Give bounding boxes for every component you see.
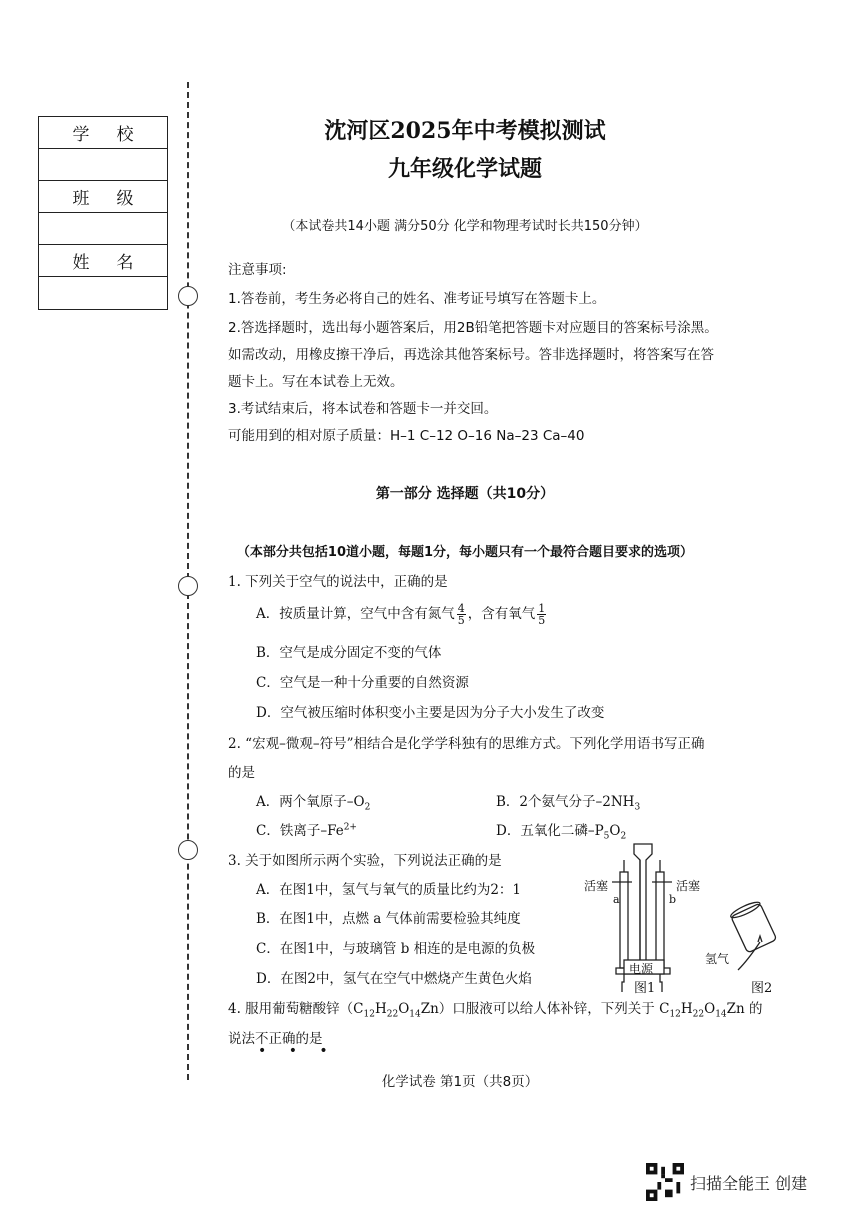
exam-info: （本试卷共14小题 满分50分 化学和物理考试时长共150分钟） — [282, 219, 648, 234]
qr-code-icon — [646, 1163, 684, 1201]
q3-option-d: D．在图2中，氢气在空气中燃烧产生黄色火焰 — [256, 971, 532, 987]
page-footer: 化学试卷 第1页（共8页） — [381, 1074, 539, 1090]
q1-a-mid: ，含有氧气 — [467, 606, 536, 622]
subscript: 3 — [634, 802, 641, 813]
notice-item-2a: 2.答选择题时，选出每小题答案后，用2B铅笔把答题卡对应题目的答案标号涂黑。 — [228, 320, 718, 336]
subscript: 14 — [715, 1009, 727, 1020]
subscript: 22 — [692, 1009, 705, 1020]
hydrogen-label: 氢气 — [705, 952, 730, 966]
q4-text-2: Zn）口服液可以给人体补锌，下列关于 C — [420, 1001, 670, 1017]
school-char-2: 校 — [116, 125, 134, 145]
fraction — [537, 603, 546, 626]
exam-title: 沈河区2025年中考模拟测试 — [324, 118, 606, 144]
binding-hole — [178, 286, 198, 306]
atomic-mass-line: 可能用到的相对原子质量：H–1 C–12 O–16 Na–23 Ca–40 — [228, 428, 585, 444]
valve-label-left: 活塞 — [584, 879, 609, 893]
subscript: 2 — [620, 831, 627, 842]
q1-option-b: B．空气是成分固定不变的气体 — [256, 645, 442, 661]
q1-option-a — [256, 602, 548, 626]
q1-option-c: C．空气是一种十分重要的自然资源 — [256, 675, 469, 691]
q2-c-text: C．铁离子–Fe — [256, 823, 344, 839]
q4-text-1: 4. 服用葡萄糖酸锌（C — [228, 1001, 364, 1017]
notice-item-2c: 题卡上。写在本试卷上无效。 — [228, 374, 404, 390]
notice-item-3: 3.考试结束后，将本试卷和答题卡一并交回。 — [228, 401, 498, 417]
q2-d-text: D．五氧化二磷–P — [496, 823, 604, 839]
q4-text-3: Zn 的 — [726, 1001, 763, 1017]
q2-stem-2: 的是 — [228, 765, 255, 781]
q2-b-text: B．2个氨气分子–2NH — [496, 794, 635, 810]
name-blank — [39, 277, 167, 309]
q4-stem-1 — [228, 997, 763, 1020]
q3-option-b: B．在图1中，点燃 a 气体前需要检验其纯度 — [256, 911, 521, 927]
notice-item-2b: 如需改动，用橡皮擦干净后，再选涂其他答案标号。答非选择题时，将答案写在答 — [228, 347, 714, 363]
q1-option-d: D．空气被压缩时体积变小主要是因为分子大小发生了改变 — [256, 705, 605, 721]
q1-a-text: A．按质量计算，空气中含有氮气 — [256, 606, 455, 622]
tube-label-a: a — [613, 893, 620, 906]
fig2-caption: 图2 — [751, 981, 773, 996]
q2-stem-1: 2. “宏观–微观–符号”相结合是化学学科独有的思维方式。下列化学用语书写正确 — [228, 736, 705, 752]
subscript: 14 — [409, 1009, 421, 1020]
q3-option-c: C．在图1中，与玻璃管 b 相连的是电源的负极 — [256, 941, 536, 957]
subscript: 5 — [603, 831, 610, 842]
formula-h: H — [374, 1001, 387, 1017]
frac-num: 4 — [457, 602, 465, 615]
name-char-1: 姓 — [72, 253, 90, 273]
student-info-table — [38, 116, 168, 310]
class-char-1: 班 — [72, 189, 90, 209]
name-char-2: 名 — [116, 253, 134, 273]
formula-h: H — [680, 1001, 693, 1017]
fraction — [457, 603, 466, 626]
formula-o: O — [398, 1001, 410, 1017]
tube-label-b: b — [669, 893, 677, 906]
subscript: 2 — [364, 802, 371, 813]
exam-subtitle: 九年级化学试题 — [387, 156, 542, 182]
q1-stem: 1. 下列关于空气的说法中，正确的是 — [228, 574, 448, 590]
class-char-2: 级 — [116, 189, 134, 209]
section-note: （本部分共包括10道小题，每题1分，每小题只有一个最符合题目要求的选项） — [236, 545, 694, 560]
q3-stem: 3. 关于如图所示两个实验，下列说法正确的是 — [228, 853, 502, 869]
q4-stem-2: 说法不正确的是 — [228, 1031, 323, 1047]
school-char-1: 学 — [72, 125, 90, 145]
binding-hole — [178, 576, 198, 596]
subscript: 12 — [363, 1009, 375, 1020]
valve-label-right: 活塞 — [676, 879, 701, 893]
class-label-row — [39, 181, 167, 213]
q2-a-text: A．两个氧原子–O — [256, 794, 365, 810]
q2-option-a — [256, 790, 370, 813]
frac-den: 5 — [457, 614, 465, 627]
formula-o: O — [704, 1001, 716, 1017]
q2-option-c — [256, 819, 357, 839]
electrolysis-figure — [580, 838, 790, 998]
section-title: 第一部分 选择题（共10分） — [375, 486, 555, 502]
frac-num: 1 — [538, 602, 546, 615]
notice-item-1: 1.答卷前，考生务必将自己的姓名、准考证号填写在答题卡上。 — [228, 291, 606, 307]
power-supply-label: 电源 — [629, 962, 654, 976]
emphasis-dots: • • • — [258, 1043, 337, 1059]
fig1-caption: 图1 — [634, 981, 656, 996]
q2-d-mid: O — [609, 823, 621, 839]
binding-hole — [178, 840, 198, 860]
superscript: 2+ — [343, 822, 357, 833]
subscript: 22 — [386, 1009, 399, 1020]
subscript: 12 — [669, 1009, 681, 1020]
notice-heading: 注意事项: — [228, 262, 287, 278]
q3-option-a: A．在图1中，氢气与氧气的质量比约为2：1 — [256, 882, 522, 898]
scanner-watermark: 扫描全能王 创建 — [690, 1174, 808, 1193]
frac-den: 5 — [538, 614, 546, 627]
q2-option-b — [496, 790, 640, 813]
name-label-row — [39, 245, 167, 277]
